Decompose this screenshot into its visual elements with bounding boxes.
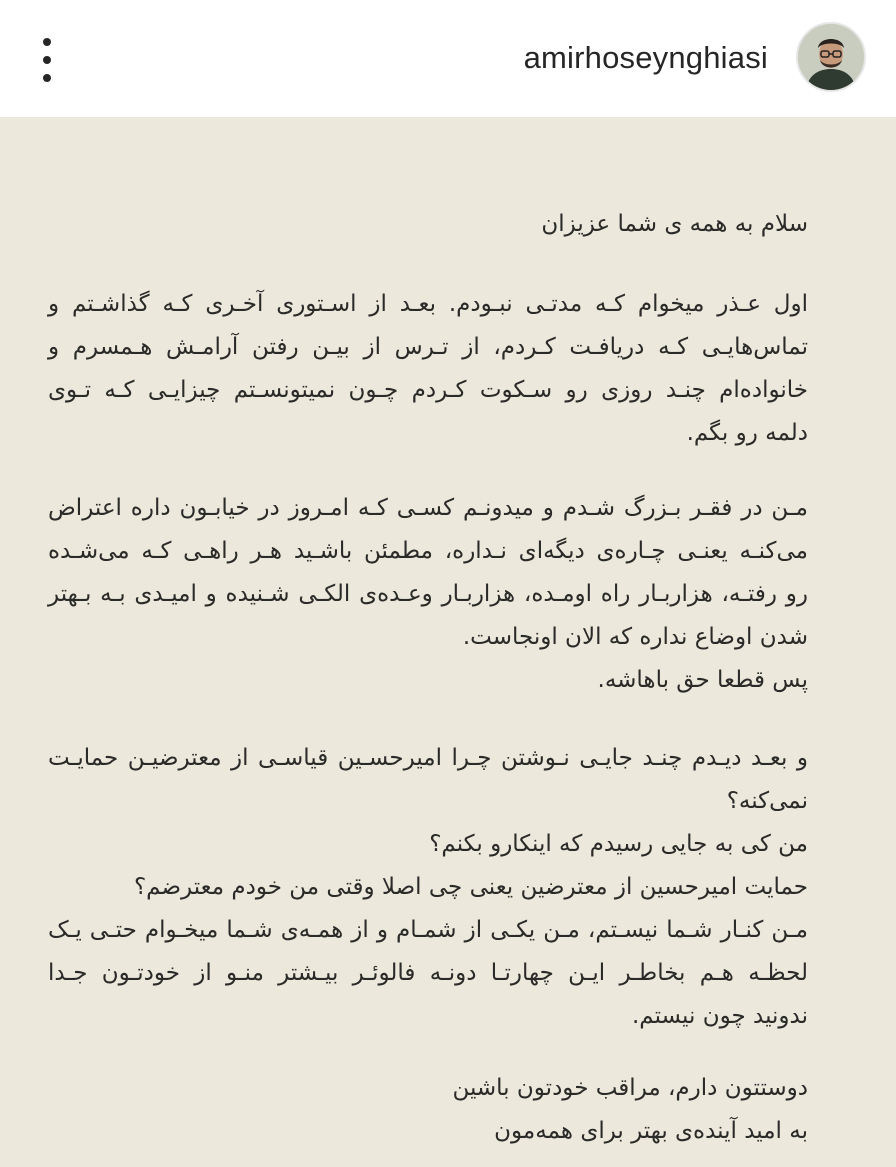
post-header	[0, 0, 896, 117]
greeting-line: سلام به همه ی شما عزیزان	[541, 211, 808, 237]
text-line: نمی‌کنه؟	[726, 788, 808, 814]
paragraph-2	[48, 487, 808, 702]
text-line: به امید آینده‌ی بهتر برای همه‌مون	[494, 1118, 808, 1144]
text-line: من کی به جایی رسیدم که اینکارو بکنم؟	[429, 831, 808, 857]
post-image[interactable]	[0, 117, 896, 1167]
text-line: مـن در فقـر بـزرگ شـدم و میدونـم کسـی کـه امـروز در خیابـون داره اعتراض	[48, 495, 808, 521]
text-line: حمایت امیرحسین از معترضین یعنی چی اصلا وقتی من خودم معترضم؟	[133, 874, 808, 900]
profile-avatar[interactable]	[796, 22, 866, 92]
text-line: شدن اوضاع نداره که الان اونجاست.	[462, 624, 808, 650]
text-line: اول عـذر میخوام کـه مدتـی نبـودم. بعـد از اسـتوری آخـری کـه گذاشـتم و	[48, 291, 808, 317]
text-line: ندونید چون نیستم.	[631, 1003, 808, 1029]
paragraph-1	[48, 283, 808, 455]
more-vertical-icon-dot	[43, 74, 51, 82]
text-line: تماس‌هایـی کـه دریافـت کـردم، از تـرس از بیـن رفتن آرامـش هـمسرم و	[48, 334, 808, 360]
paragraph-3	[48, 737, 808, 1038]
closing-block	[48, 1067, 808, 1153]
text-line: رو رفتـه، هزاربـار راه اومـده، هزاربـار وعـده‌ی الکـی شـنیده و امیـدی بـه بـهتر	[48, 581, 808, 607]
username[interactable]: amirhoseynghiasi	[523, 40, 768, 75]
text-line: خانواده‌ام چنـد روزی رو سـکوت کـردم چـون نمیتونسـتم چیزایـی کـه تـوی	[48, 377, 808, 403]
text-line: و بعـد دیـدم چنـد جایـی نـوشتن چـرا امیرحسـین قیاسـی از معترضیـن حمایـت	[48, 745, 808, 771]
text-line: لحظـه هـم بخاطـر ایـن چهارتـا دونـه فالوئـر بیـشتر منـو از خودتـون جـدا	[48, 960, 808, 986]
more-vertical-icon	[43, 38, 51, 46]
greeting-block	[48, 203, 808, 246]
more-vertical-icon-dot	[43, 56, 51, 64]
text-line: دوستتون دارم، مراقب خودتون باشین	[452, 1075, 808, 1101]
text-line: مـن کنـار شـما نیسـتم، مـن یکـی از شمـام و از همـه‌ی شـما میخـوام حتـی یـک	[48, 917, 808, 943]
text-line: می‌کنـه یعنـی چـاره‌ی دیگه‌ای نـداره، مطمئن باشـید هـر راهـی کـه می‌شـده	[48, 538, 808, 564]
text-line: پس قطعا حق باهاشه.	[597, 667, 808, 693]
avatar-image	[798, 24, 864, 90]
text-line: دلمه رو بگم.	[686, 420, 808, 446]
more-options-button[interactable]	[30, 38, 64, 82]
